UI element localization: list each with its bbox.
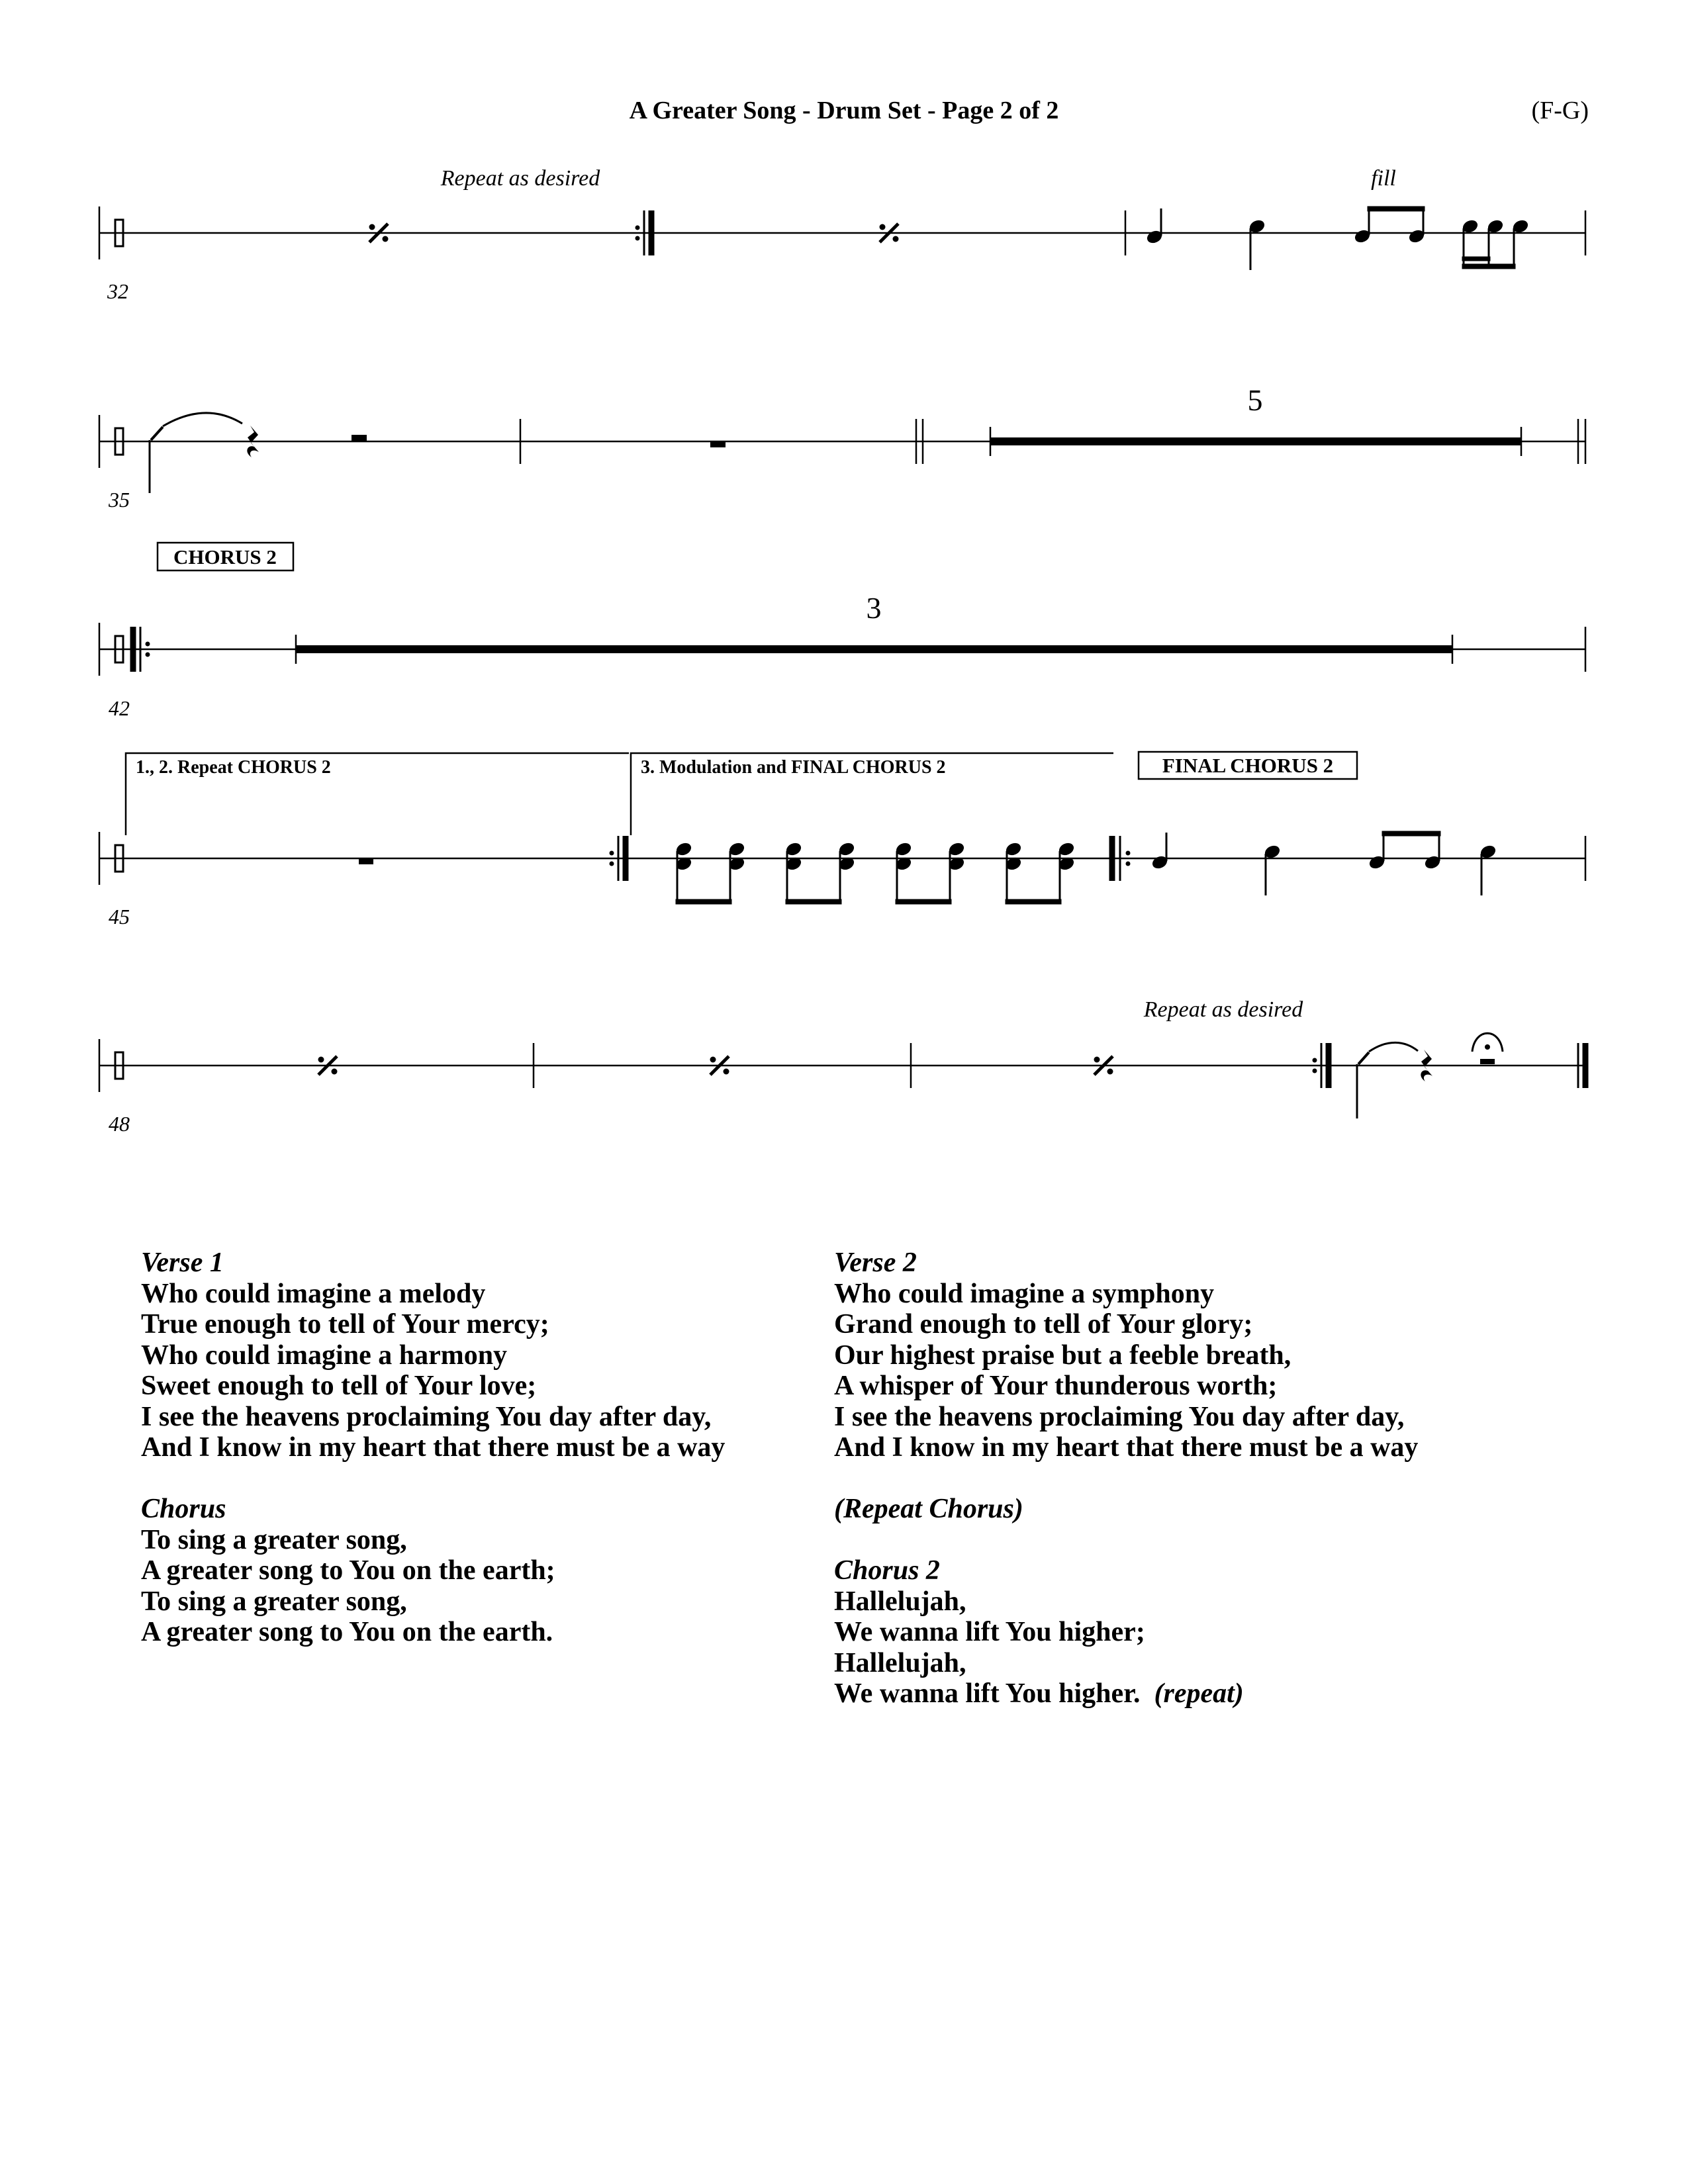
- system-4: [99, 752, 1585, 929]
- lyrics-right-column: [834, 1248, 1418, 1709]
- multi-measure-rest: [296, 645, 1452, 653]
- whole-rest: [710, 441, 726, 447]
- rehearsal-mark-chorus-2: CHORUS 2: [173, 545, 277, 569]
- verse-1-line: Sweet enough to tell of Your love;: [141, 1371, 537, 1401]
- measure-number: 35: [109, 488, 130, 512]
- verse-2-line: Grand enough to tell of Your glory;: [834, 1309, 1253, 1340]
- modulation-groove: [675, 841, 1076, 904]
- multi-measure-rest: [990, 437, 1521, 445]
- repeat-instruction: (repeat): [1154, 1678, 1244, 1709]
- verse-2-line: Who could imagine a symphony: [834, 1278, 1215, 1309]
- multi-rest-count: 5: [1247, 383, 1263, 417]
- rehearsal-mark-final-chorus-2: FINAL CHORUS 2: [1162, 754, 1334, 777]
- verse-1-line: And I know in my heart that there must be a way: [141, 1432, 726, 1463]
- key-indicator: (F-G): [1531, 97, 1589, 124]
- final-chorus-groove: [1151, 831, 1497, 895]
- fill-notes: [1146, 206, 1530, 270]
- chorus-line: A greater song to You on the earth.: [141, 1617, 553, 1647]
- verse-1-line: I see the heavens proclaiming You day after day,: [141, 1401, 712, 1432]
- system-2: [99, 383, 1585, 512]
- chorus-2-line: We wanna lift You higher;: [834, 1617, 1145, 1647]
- verse-1-label: Verse 1: [141, 1248, 224, 1278]
- verse-2-line: A whisper of Your thunderous worth;: [834, 1371, 1278, 1401]
- verse-1-line: Who could imagine a harmony: [141, 1340, 508, 1371]
- verse-1-line: Who could imagine a melody: [141, 1278, 486, 1309]
- chorus-line: To sing a greater song,: [141, 1524, 407, 1555]
- repeat-chorus-note: (Repeat Chorus): [834, 1494, 1023, 1524]
- half-rest: [352, 435, 367, 441]
- chorus-line: To sing a greater song,: [141, 1586, 407, 1617]
- multi-rest-count: 3: [866, 591, 882, 625]
- system-1: [99, 166, 1585, 303]
- verse-2-line: And I know in my heart that there must be a way: [834, 1432, 1419, 1463]
- third-ending-label: 3. Modulation and FINAL CHORUS 2: [641, 757, 946, 778]
- verse-2-line: I see the heavens proclaiming You day after day,: [834, 1401, 1405, 1432]
- measure-number: 32: [107, 279, 128, 303]
- fill-direction: fill: [1371, 166, 1396, 191]
- measure-number: 45: [109, 905, 130, 929]
- chorus-label: Chorus: [141, 1494, 226, 1524]
- first-ending-label: 1., 2. Repeat CHORUS 2: [136, 757, 331, 778]
- system-3: [99, 543, 1585, 720]
- verse-1-line: True enough to tell of Your mercy;: [141, 1309, 549, 1340]
- lyrics-left-column: [141, 1248, 725, 1648]
- measure-number: 48: [109, 1112, 130, 1136]
- chorus-2-line: Hallelujah,: [834, 1647, 966, 1678]
- chorus-2-label: Chorus 2: [834, 1555, 940, 1586]
- repeat-direction: Repeat as desired: [440, 166, 600, 191]
- chorus-2-line: [834, 1678, 1418, 1709]
- whole-rest: [359, 858, 373, 864]
- verse-2-label: Verse 2: [834, 1248, 917, 1278]
- verse-2-line: Our highest praise but a feeble breath,: [834, 1340, 1291, 1371]
- half-rest: [1480, 1059, 1495, 1064]
- system-5: [99, 997, 1585, 1136]
- page-title: A Greater Song - Drum Set - Page 2 of 2: [629, 97, 1059, 124]
- repeat-direction: Repeat as desired: [1143, 997, 1303, 1022]
- chorus-line: A greater song to You on the earth;: [141, 1555, 555, 1586]
- chorus-2-last-line: We wanna lift You higher.: [834, 1678, 1141, 1709]
- measure-number: 42: [109, 696, 130, 720]
- chorus-2-line: Hallelujah,: [834, 1586, 966, 1617]
